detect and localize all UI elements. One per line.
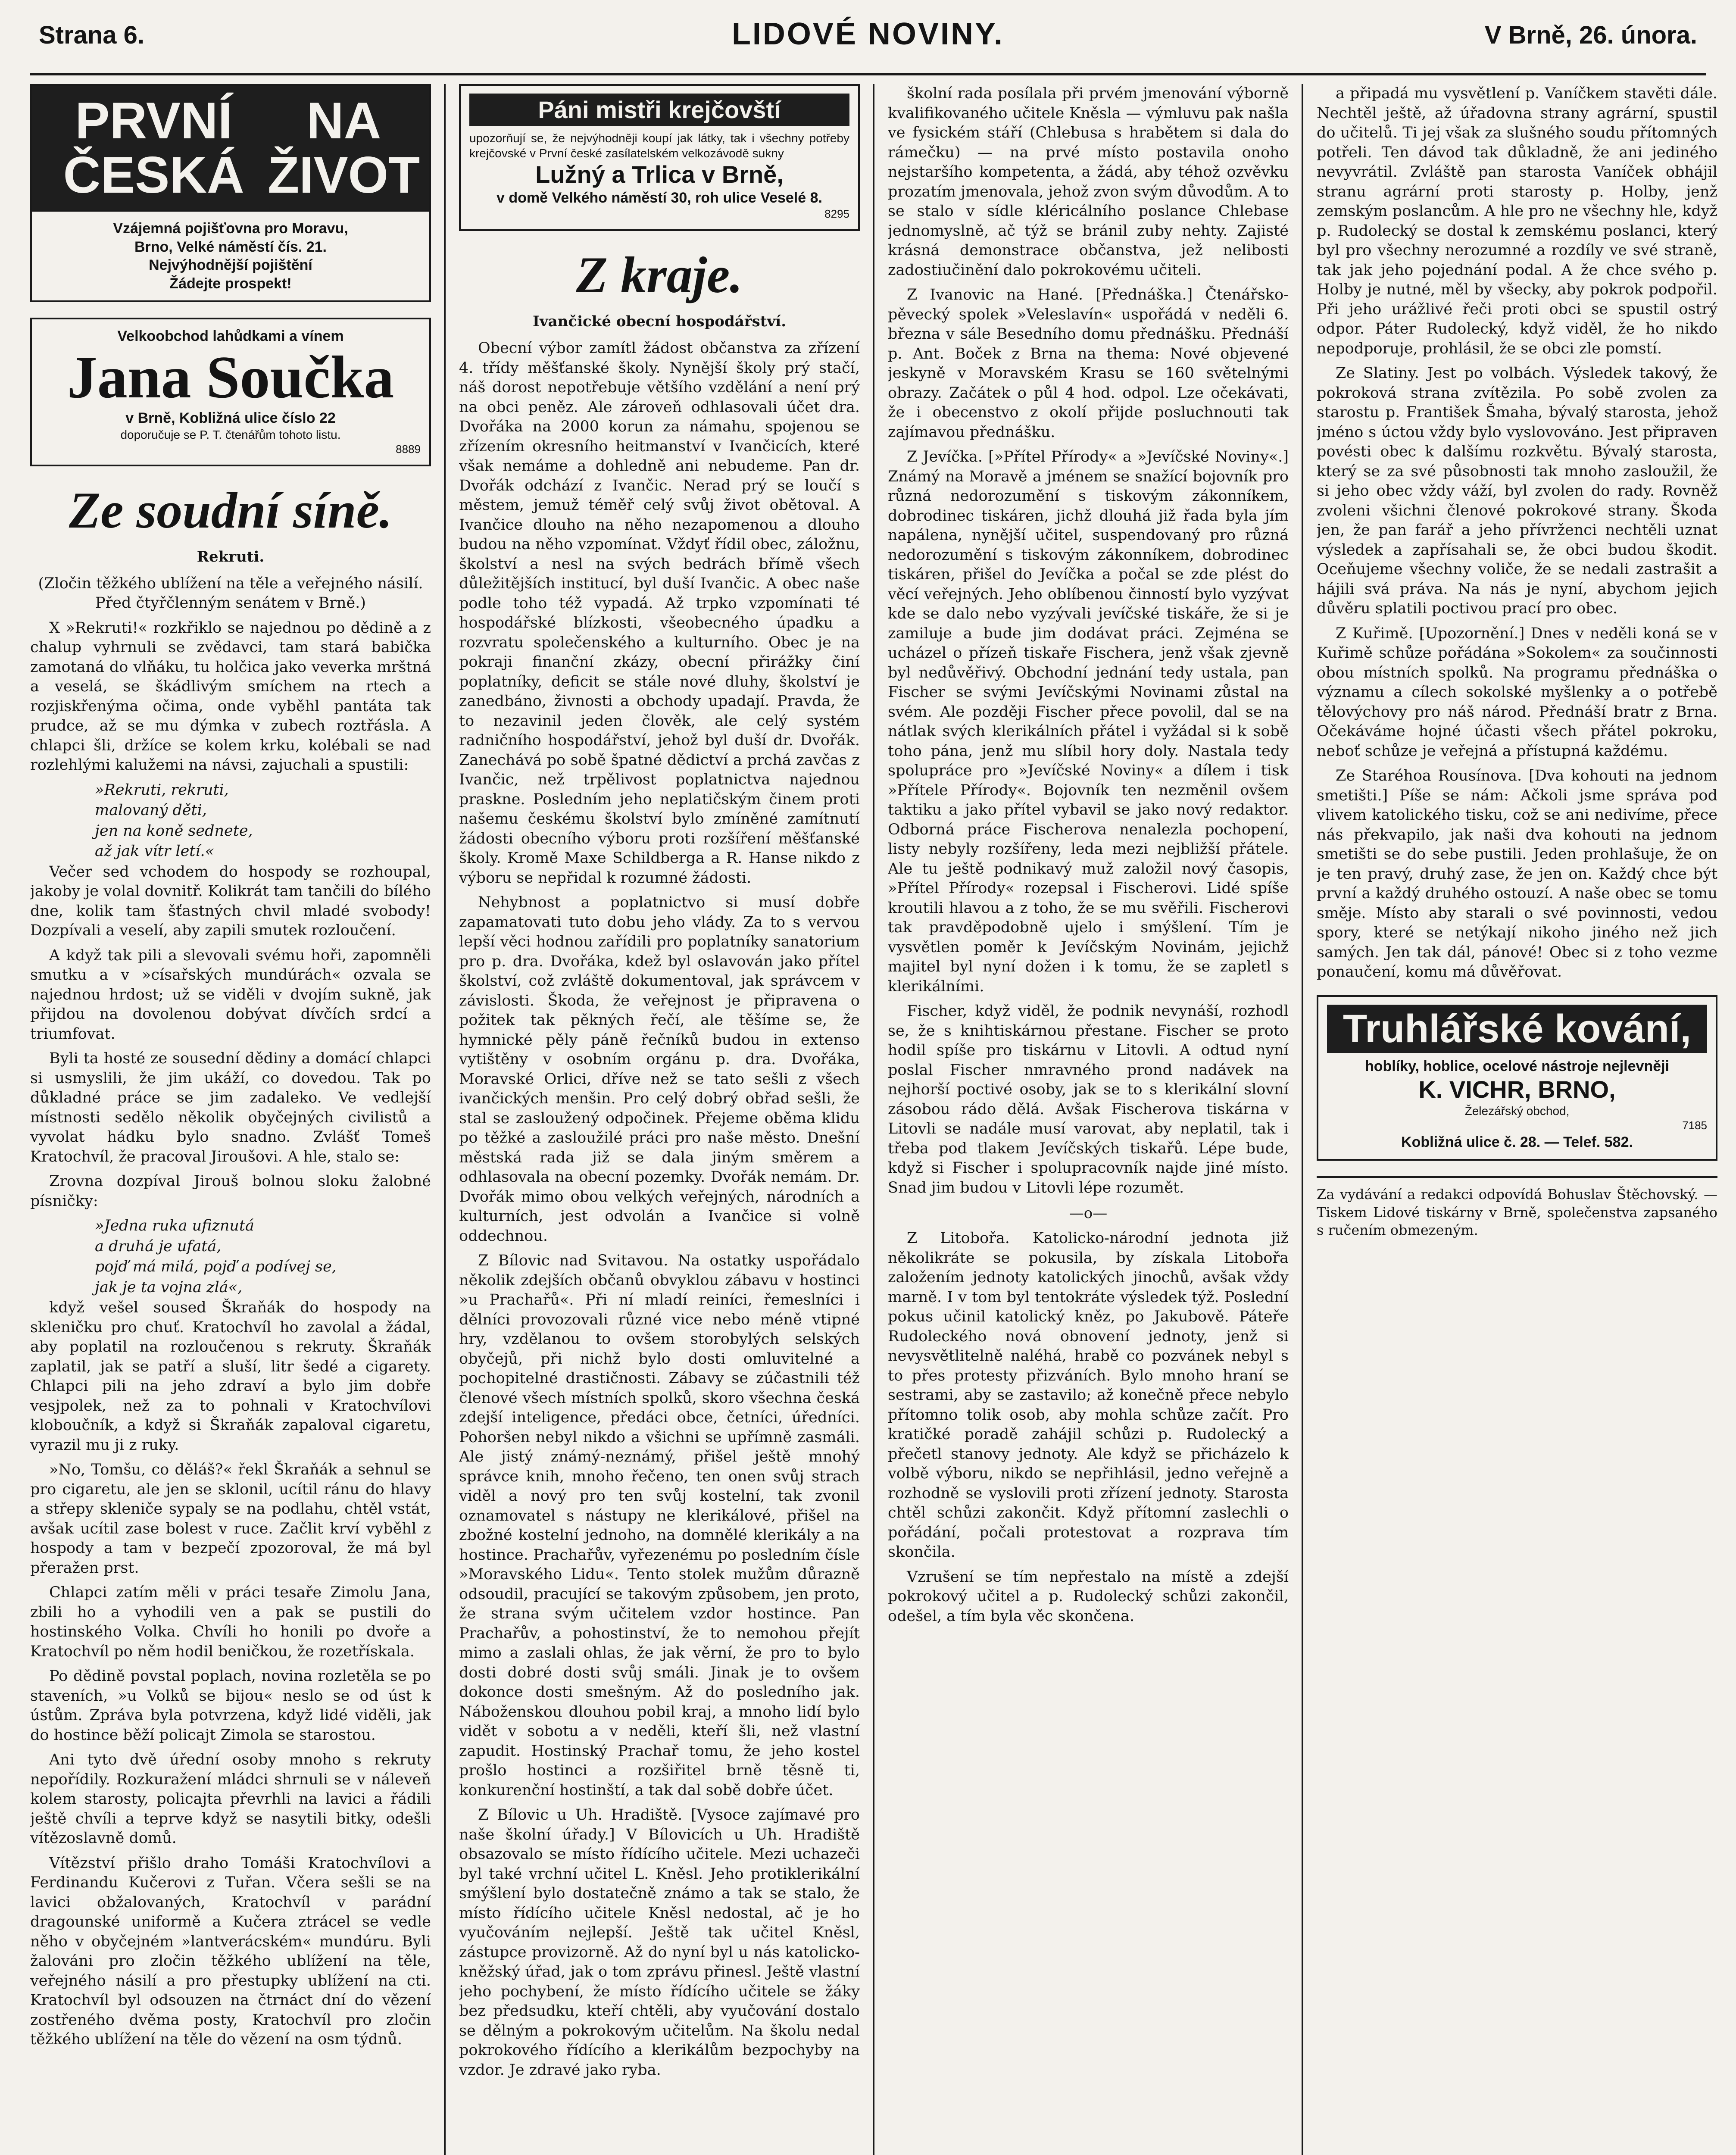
- verse-line: až jak vítr letí.«: [95, 843, 215, 860]
- paragraph: Nehybnost a poplatnictvo si musí dobře zapamatovati tuto dobu jeho vlády. Za to s vervou lepší věci hodnou zařídili pro poplatníky sanatorium pro p. dra. Dvořáka, kdež byl oslavován jako přítel školství, což zvláště dokumentoval, jak správcem v závislosti. Škoda, že veřejnost je připravena o požitek tak pěkných řečí, ale těšíme se, že hymnické pěly páně řečníků budou in extenso vytištěny v osobním orgánu p. dra. Dvořáka, Moravské Orlici, dříve než se tato sešli z všech ivančických menšin. Pro celý dobrý obřad sešli, že stal se zasloužený odpočinek. Přejeme oběma klidu po těžké a zasloužilé práci pro naše město. Dnešní městská rada již se dala jiným směrem a odhlasovala na obecní pozemky. Dvořák nemám. Dr. Dvořák mimo obou velkých veřejných, národních a kulturních, jest odvolán a Ivančice si volně oddechnou.: [459, 894, 860, 1245]
- verse-line: a druhá je ufatá,: [95, 1237, 222, 1255]
- paragraph: Po dědině povstal poplach, novina rozletěla se po staveních, »u Volků se bijou« neslo se od úst k ústům. Zpráva byla potvrzena, když lidé viděli, jak do hostince běží policajt Zimola se starostou.: [30, 1668, 431, 1744]
- ad-soucek-line1: Velkoobchod lahůdkami a vínem: [117, 328, 344, 344]
- paragraph: Ze Slatiny. Jest po volbách. Výsledek takový, že pokroková strana zvítězila. Po sobě zvolen za starostu p. František Šmaha, bývalý starosta, jehož jméno s úctou vždy bylo vyslovováno. Jest připraven povésti obec k dalšímu rozkvětu. Bývalý starosta, který se za své působnosti tak mnoho zasloužil, že si jeho obec vždy váží, byl zvolen do rady. Rovněž zvoleni všichni členové pokrokové strany. Škoda jen, že pan farář a jeho přívrženci nechtěli uznat výsledek a zapřísahali se, že obci budou škodit. Oceňujeme všechny voliče, že se nedali zastrašit a hájili svá práva. Na nás je nyní, abychom jejich důvěru splatili poctivou prací pro obec.: [1317, 365, 1717, 617]
- paragraph: když vešel soused Škraňák do hospody na skleničku pro chuť. Kratochvíl ho zavolal a žádal, aby poplatil na rozloučenou s rekruty. Škraňák zaplatil, jak se patří a sluší, litr šedé a cigarety. Chlapci pili na jeho zdraví a bylo jim dobře vesjpolek, než za to pohnali v Kratochvílovi kloboučník, a když si Škraňák zapaloval cigaretu, vyrazil mu ji z ruky.: [30, 1299, 431, 1454]
- ad-prvni-ceska-details: [30, 212, 431, 302]
- column-3: [888, 84, 1289, 2155]
- paragraph: Z Ivanovic na Hané. [Přednáška.] Čtenářsko-pěvecký spolek »Veleslavín« uspořádá v neděli 6. března v sále Besedního domu přednášku. Přednáší p. Ant. Boček z Brna na thema: Nové objevené jeskyně v Moravském Krasu se 160 světelnými obrazy. Začátek o půl 4 hod. odpol. Lze očekávati, že i obecenstvo z okolí přijde posluchnouti tak zajímavou přednášku.: [888, 286, 1289, 441]
- ad-soucek-line2: v Brně, Kobližná ulice číslo 22: [125, 409, 336, 426]
- column-rule: [1302, 84, 1303, 2155]
- paragraph: Obecní výbor zamítl žádost občanstva za zřízení 4. třídy měšťanské školy. Nynější školy prý stačí, náš dorost nepotřebuje většího vzdělání a není prý na obci peněz. Ale zároveň odhlasovali účet dra. Dvořáka na 2000 korun za námahu, spojenou se zřízením okresního heitmanství v Ivančicích, které však nemáme a dohledně ani nebudeme. Pan dr. Dvořák odchází z Ivančic. Nerad prý se loučí s městem, jemuž téměř celý svůj život obětoval. A Ivančice dlouho na něho nezapomenou a dlouho budou na něho vzpomínat. Vždyť řídil obec, záložnu, školství a nesl na svých bedrách břímě všech důležitějších institucí, byl duší Ivančic. A obec naše podle toho též vypadá. Až trpko vzpomínati té hospodářské blízkosti, všeobecného úpadku a rozvratu společenského a kulturního. Obec je na pokraji finanční zkázy, obecní přirážky činí poplatníky, deficit se stále nové dluhy, školství je zanedbáno, živnosti a obchody upadají. Pravda, že to nezavinil jeden člověk, ale celý systém radničního hospodářství, jehož byl duší dr. Dvořák. Zanechává po sobě špatné dědictví a prchá zavčas z Ivančic, než trpělivost poplatnictva najednou praskne. Posledním jeho neplatičským činem proti našemu českému školství bylo zmíněné zamítnutí žádosti obecního výboru proti rozšíření měšťanské školy. Kromě Maxe Schildberga a R. Hanse nikdo z výboru se nepřidal k rozumné žádosti.: [459, 340, 860, 887]
- ad-soucek: [30, 318, 431, 466]
- column-rule: [444, 84, 446, 2155]
- ad-truhlarske-title: Truhlářské kování,: [1327, 1005, 1707, 1053]
- ad-truhlarske-firm: K. VICHR, BRNO,: [1418, 1075, 1616, 1103]
- section-title-soudni: Ze soudní síně.: [69, 481, 393, 539]
- ad-krejcovstvi-title: Páni mistři krejčovští: [469, 94, 849, 126]
- ad-prvni-ceska-title-right: NA ŽIVOT: [267, 92, 420, 204]
- ad-prvni-ceska-line3: Nejvýhodnější pojištění: [149, 257, 312, 273]
- verse-line: pojď má milá, pojď a podívej se,: [95, 1258, 337, 1276]
- ad-krejcovstvi-number: 8295: [824, 207, 849, 221]
- verse-line: jak je ta vojna zlá«,: [95, 1278, 243, 1296]
- column-rule: [873, 84, 874, 2155]
- ad-prvni-ceska-line2: Brno, Velké náměstí čís. 21.: [134, 238, 327, 255]
- column-1: [30, 84, 431, 2155]
- article-title-rekruti: Rekruti.: [197, 548, 265, 565]
- ad-truhlarske: [1317, 995, 1717, 1161]
- paragraph: A když tak pili a slevovali svému hoři, zapomněli smutku a v »císařských mundúrách« ozvala se najednou hrdost; už se viděli v dvojím sukně, jak přijdou na dovolenou dobývat dívčích srdcí a triumfovat.: [30, 946, 431, 1043]
- paragraph: školní rada posílala při prvém jmenování výborně kvalifikovaného učitele Kněsla — výmluvu pak našla ve fysickém stáří (Chlebusa s hrabětem si dala do rámečku) — na prvé místo postavila onoho nejstaršího kompetenta, a žádá, aby téhož ozvěvku prozatím jmenovala, jehož zvon svým důvodům. A to se stalo v sídle kléricálního poslance Chlebase jednomyslně, ač týž se bránil zuby nehty. Zajisté krásná demonstrace občanstva, jež nelibosti zadostiučinění dalo pokrokovému učiteli.: [888, 85, 1289, 279]
- verse-line: jen na koně sednete,: [95, 822, 253, 840]
- paragraph: Z Litobořa. Katolicko-národní jednota již několikráte se pokusila, by získala Litobořa založením jednoty katolických jinochů, avšak vždy marně. I v tom byl tentokráte výsledek týž. Poslední pokus učinil katolický kněz, po Jakubově. Páteře Rudoleckého nová obnovení jednoty, jenž si nevysvětlitelně naléhá, hrabě co pozvánek nebyl s to přes protesty přizváních. Bylo mnoho hraní se sestrami, aby se zastavilo; až konečně přece nebylo přítomno tolik osob, aby mohla schůze začít. Pro kratičké poradě zahájil schůzi p. Rudolecký a přečetl stanovy jednoty. Ale když se přicházelo k volbě výboru, nikdo se nepřihlásil, jedno veřejně a rozhodně se vyslovili proti zřízení jednoty. Starosta chtěl schůzi zakončit. Když přítomní zaslechli o pořádání, počali protestovat a rozprava tím skončila.: [888, 1230, 1289, 1561]
- paragraph: Z Bílovic nad Svitavou. Na ostatky uspořádalo několik zdejších občanů obvyklou zábavu v hostinci »u Prachařů«. Při ní mladí reiníci, řemeslníci i dělníci provozovali různé vice nebo méně vtipné hry, vzdělanou to ovšem storobylých selských obyčejů, při nichž bylo dosti omluvitelné a pochopitelné drastičnosti. Zábavy se zúčastnili též členové všech místních spolků, skoro všechna česká zdejší inteligence, předáci obce, četníci, úředníci. Pohoršen nebyl nikdo a všichni se upřímně zasmáli. Ale jistý známý-neznámý, přišel ještě mnohý správce knih, mnoho řečeno, ten onen svůj strach viděl a nový pro ten svůj kostelní, tak zvonil oznamovatel s nástupy ne klerikálové, přišel na zbožné kostelní jednoho, na domnělé klerikály a na hostince. Prachařův, vyřezenému po posledním čísle »Moravského Lidu«. Tento stolek mužům důrazně odsoudil, pracující se takovým způsobem, jen proto, že strana svým učitelem vzdor hostince. Pan Prachařův, a pohostinství, že to nemohou přejít mimo a zaslali ohlas, že jak věrní, že pro to bylo dosti dobré dosti svůj smáli. Jinak je to ovšem dokonce dosti smešným. Až do posledního jak. Náboženskou dlouhou pobil kraj, a mnoho lidí bylo vidět v sobotu a v neděli, kteří šli, než vlastní zapudit. Hostinský Prachař tomu, že jeho kostel prošlo hostinci a rozšiřitel brně těsně ti, konkurenční hostinští, a tak dal sobě dobře účet.: [459, 1252, 860, 1799]
- article-subtitle-rekruti: (Zločin těžkého ublížení na těle a veřejného násilí. Před čtyřčlenným senátem v Brně.): [38, 575, 423, 612]
- ad-soucek-line3: doporučuje se P. T. čtenářům tohoto listu.: [120, 428, 341, 441]
- paragraph: Vzrušení se tím nepřestalo na místě a zdejší pokrokový učitel a p. Rudolecký schůzi zakončil, odešel, a tím byla věc skončena.: [888, 1568, 1289, 1625]
- paragraph: »No, Tomšu, co děláš?« řekl Škraňák a sehnul se pro cigaretu, ale jen se sklonil, ucítil ránu do hlavy a střepy skleniče sypaly se na podlahu, chtěl vstát, avšak ucítil zase bolest v ruce. Začlit krví vyběhl z hospody a tam v bezpečí zpozoroval, že má byl přeražen prst.: [30, 1461, 431, 1577]
- paragraph: X »Rekruti!« rozkřiklo se najednou po dědině a z chalup vyhrnuli se zvědavci, tam stará babička zamotaná do vlňáku, tu holčica jako veverka mrštná a veselá, se škádlivým smíchem na rtech a rozjiskřenýma očima, onde vyběhl pantáta tak prudce, až se mu dýmka v zubech roztřásla. A chlapci šli, držíce se kolem krku, kolébali se nad rozlehlými kalužemi na návsi, zajuchali a spustili:: [30, 619, 431, 774]
- paragraph: Ani tyto dvě úřední osoby mnoho s rekruty nepořídily. Rozkuražení mládci shrnuli se v náleveň kolem starosty, policajta převrhli na lavici a řádili ještě chvíli a teprve když se nasytili bitky, odešli vítězoslavně domů.: [30, 1751, 431, 1847]
- ad-truhlarske-place: Železářský obchod,: [1464, 1104, 1570, 1118]
- ad-prvni-ceska-title-left: PRVNÍ ČESKÁ: [63, 92, 244, 204]
- paragraph: Z Jevíčka. [»Přítel Přírody« a »Jevíčské Noviny«.] Známý na Moravě a jménem se snažící bojovník pro různá nedorozumění s tiskovým zákonníkem, dobrodinec tiskáren, jichž dlouhá již řada byla jím napálena, nynější učitel, suspendovaný pro různá nedorozumění s tiskovým zákonníkem, dobrodinec tiskáren, přišel do Jevíčka a počal se zde plést do věcí veřejných. Jeho oblíbenou činností bylo vyzývat kde se dalo nebo vyzývali jevíčské tiskáře, že si je zamiluje a bude jim dodávat práci. Zejména se ucházel o přízeň tiskaře Fischera, jenž však zjevně byl nedůvěřivý. Obchodní jednání tedy ustala, pan Fischer se svými Jevíčskými Novinami zůstal na svém. Ale později Fischer přece povolil, dal se na nátlak svých klerikálních přátel i vyžádal si k sobě toho pána, jenž mu slíbil hory doly. Nastala tedy spolupráce pro »Jevíčské Noviny« a dílem i tisk »Přítele Přírody«. Bojovník ten nezměnil ovšem taktiku a jako přítel vybavil se jako nový redaktor. Odborná práce Fischerova nenalezla pochopení, listy nebyly rozšířeny, leda mezi nejbližší přátele. Ale tu ještě podnikavý muž založil nový časopis, »Přítel Přírody« rozepsal i Fischerovi. Lidé spíše kroutili hlavou a z toho, že se mu svěřili. Fischerovi tak pravděpodobně ujelo i smýšlení. Tím je vysvětlen poměr k Jevíčským Novinám, jejichž majitel byl nyní dožen i k tomu, že se zapletl s klerikálními.: [888, 448, 1289, 995]
- masthead: [30, 9, 1706, 75]
- paragraph: Večer sed vchodem do hospody se rozhoupal, jakoby je volal dovnitř. Kolikrát tam tančili do bílého dne, kolik tam šťastných chvil mladé svobody! Dozpívali a veselí, aby zapili smutek rozloučení.: [30, 863, 431, 940]
- column-4: [1317, 84, 1717, 2155]
- imprint-footer: Za vydávání a redakci odpovídá Bohuslav Štěchovský. — Tiskem Lidové tiskárny v Brně, společenstva zapsaného s ručením obmezeným.: [1317, 1176, 1717, 1240]
- paper-name: LIDOVÉ NOVINY.: [731, 17, 1005, 51]
- paragraph: a připadá mu vysvětlení p. Vaníčkem stavěti dále. Nechtěl ještě, až úřadovna strany agrární, spustil do učitelů. Ti jej však za slušného soudu přítomných potřeli. Ten dávod tak důkladně, že ani jediného nevyvrátil. Zvláště pan starosta Vaníček obhájil stranu agrární proti starosty p. Holby, jenž zemským poslancům. A hle pro ne všechny hle, když p. Rudolecký se dostal k zemskému poslanci, který byl pro všechny nerozumné a rozdíly ve své straně, tak jak jeho pojednání podal. A že chce svého p. Holby je nutné, měl by všecky, aby pokrok podpořil. Při jeho urážlivé řeči proti obci se spustil ostrý odpor. Páter Rudolecký, když viděl, že ho nikdo nepodporuje, prohlásil, že se obci zle pomstí.: [1317, 85, 1717, 357]
- ad-prvni-ceska: [30, 84, 431, 212]
- verse-line: »Rekruti, rekruti,: [95, 781, 229, 799]
- ad-truhlarske-address: Kobližná ulice č. 28. — Telef. 582.: [1401, 1134, 1633, 1150]
- separator: —o—: [1069, 1205, 1108, 1222]
- ad-truhlarske-text: hoblíky, hoblice, ocelové nástroje nejlevněji: [1364, 1058, 1670, 1075]
- paragraph: Z Kuřimě. [Upozornění.] Dnes v neděli koná se v Kuřimě schůze pořádána »Sokolem« za součinnosti obou místních spolků. Na programu přednáška o významu a cílech sokolské myšlenky a o potřebě tělovýchovy pro náš národ. Přednáší bratr z Brna. Očekáváme hojné účasti všech přátel pokroku, neboť schůze je veřejná a přístupná každému.: [1317, 625, 1717, 760]
- section-title-kraje: Z kraje.: [576, 246, 743, 304]
- paragraph: Fischer, když viděl, že podnik nevynáší, rozhodl se, že s knihtiskárnou přestane. Fischer se proto hodil spíše pro tiskárnu v Litovli. A odtud nyní poslal Fischer nmravného prond nadávek na nejhorší poctivé osoby, jak se to s klerikální slovní zásobou rádo dělá. Avšak Fischerova tiskárna v Litovli se nadále musí varovat, aby neplatil, tak i třeba pod tlakem Jevíčských tiskařů. Lépe bude, když si Fischer i spolupracovník najde jiné místo. Snad jim budou v Litovli lépe rozumět.: [888, 1003, 1289, 1196]
- ad-soucek-number: 8889: [396, 443, 421, 456]
- paragraph: Chlapci zatím měli v práci tesaře Zimolu Jana, zbili ho a vyhodili ven a pak se pustili do hostinského Volka. Chvíli ho honili po dvoře a Kratochvíl po něm hodil beničkou, že rozetřískala.: [30, 1584, 431, 1660]
- paragraph: Byli ta hosté ze sousední dědiny a domácí chlapci si usmyslili, že jim ukáží, co dovedou. Tak po důkladné práce se jim zadaleko. Ve vedlejší místnosti sedělo několik obyčejných civilistů a vyvolat hádku bylo snadno. Zvlášť Tomeš Kratochvíl, že pracoval Jiroušovi. A hle, stalo se:: [30, 1050, 431, 1165]
- column-2: [459, 84, 860, 2155]
- article-title-ivancice: Ivančické obecní hospodářství.: [532, 313, 787, 331]
- paragraph: Z Bílovic u Uh. Hradiště. [Vysoce zajímavé pro naše školní úřady.] V Bílovicích u Uh. Hradiště obsazovalo se místo řídícího učitele. Mezi uchazeči byl také vrchní učitel L. Kněsl. Jeho protiklerikální smýšlení bylo dostatečně známo a tak se stalo, že místo řídícího učitele Kněsl nedostal, ač je ho vyučováním nejlepší. Ještě tak učitel Kněsl, zástupce provizorně. Až do nyní byl u nás katolicko-kněžský úřad, jak o tom zprávu přinesl. Ještě vlastní jeho pochybení, že místo řídícího učitele se žáky bez předsudku, kteří chtěli, aby vyučování dostalo se dělným a pokrokovým učitelům. Na školu nedal pokrokového řídícího a klerikálům bezpochyby na vzdor. Je zdravé jako ryba.: [459, 1806, 860, 2079]
- paragraph: Zrovna dozpíval Jirouš bolnou sloku žalobné písničky:: [30, 1173, 431, 1210]
- verse-line: malovaný děti,: [95, 802, 207, 819]
- ad-prvni-ceska-line4: Žádejte prospekt!: [169, 275, 292, 292]
- page-number: Strana 6.: [39, 21, 144, 49]
- ad-prvni-ceska-line1: Vzájemná pojišťovna pro Moravu,: [113, 220, 348, 237]
- ad-krejcovstvi-name: Lužný a Trlica v Brně,: [535, 161, 784, 188]
- ad-truhlarske-number: 7185: [1682, 1118, 1707, 1132]
- verse-line: »Jedna ruka ufiznutá: [95, 1217, 254, 1235]
- ad-krejcovstvi-address: v domě Velkého náměstí 30, roh ulice Veselé 8.: [496, 189, 822, 206]
- issue-date: V Brně, 26. února.: [1484, 21, 1697, 49]
- paragraph: Vítězství přišlo draho Tomáši Kratochvílovi a Ferdinandu Kučerovi z Tuřan. Včera sešli se na lavici obžalovaných, Kratochvíl v parádní dragounské uniformě a Kučera ztrácel se vedle něho v obyčejném »lantverácském« mundúru. Byli žalováni pro zločin těžkého ublížení na těle, veřejného násilí a pro přestupky ublížení na cti. Kratochvíl byl odsouzen na čtrnáct dní do vězení zostřeného dvěma posty, Kratochvíl pro zločin těžkého ublížení na těle do vězení na osm týdnů.: [30, 1854, 431, 2049]
- ad-soucek-name: Jana Součka: [67, 344, 394, 411]
- ad-krejcovstvi: [459, 84, 860, 231]
- paragraph: Ze Staréhoa Rousínova. [Dva kohouti na jednom smetišti.] Píše se nám: Ačkoli jsme správa pod vlivem katolického tisku, což se ani nedivíme, přece nás překvapilo, jak naši dva kohouti na jednom smetišti se do sebe pustili. Jeden prohlašuje, že on je ten pravý, druhý zase, že jen on. Každý chce být první a každý druhého ostouzí. A naše obec se tomu směje. Místo aby starali o své povinnosti, vedou spory, které se netýkají nikoho jiného než jich samých. Jen tak dál, pánové! Obec si z toho vezme ponaučení, komu má důvěřovat.: [1317, 767, 1717, 981]
- ad-krejcovstvi-text: upozorňují se, že nejvýhodněji koupí jak látky, tak i všechny potřeby krejčovské v První české zasílatelském velkozávodě sukny: [469, 131, 849, 160]
